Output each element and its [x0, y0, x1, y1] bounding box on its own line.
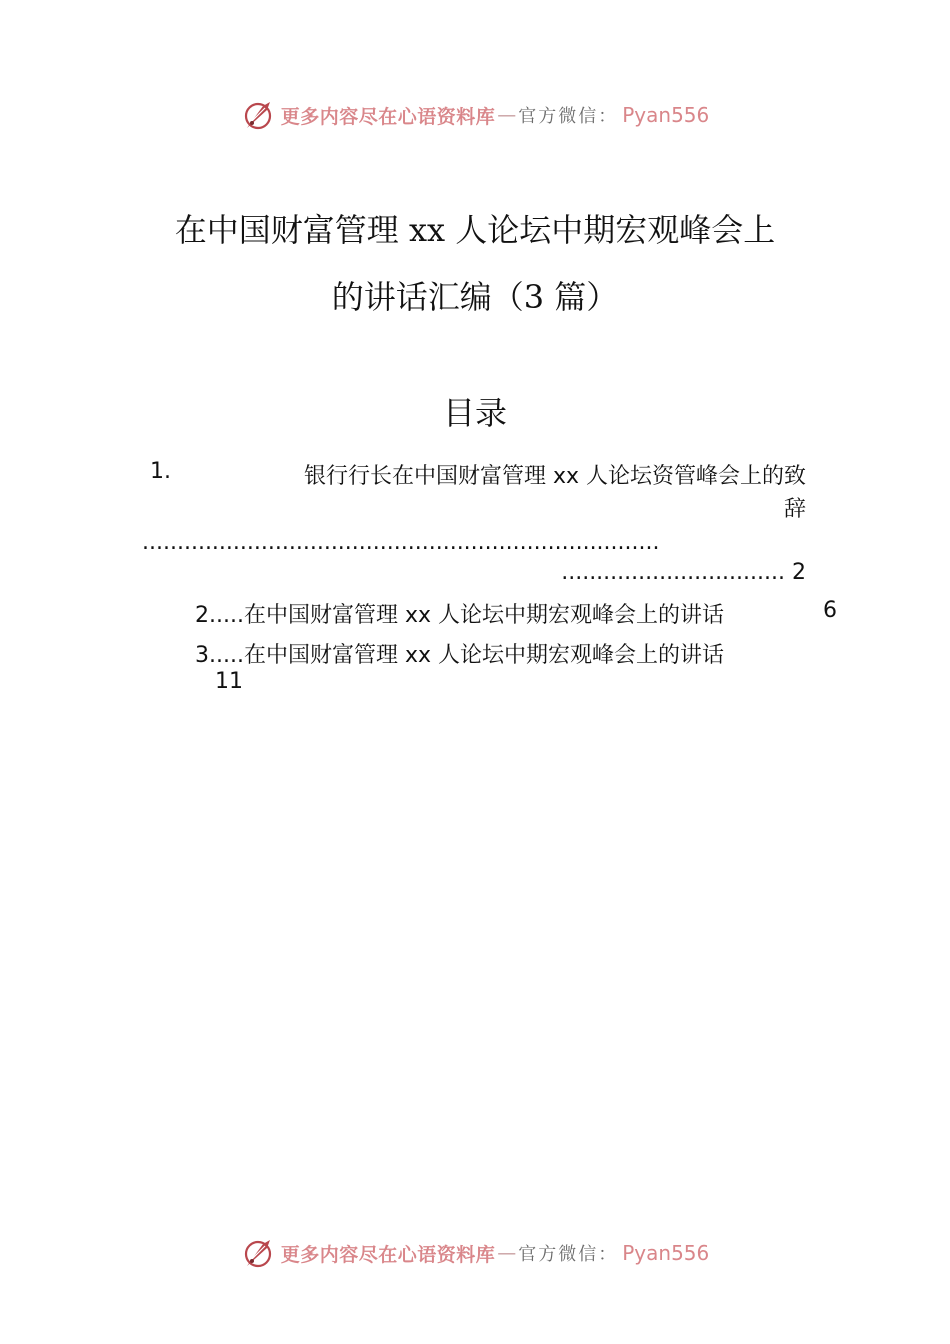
toc-entry-2-leader: ..... [209, 603, 244, 628]
banner-wechat-id: Pyan556 [622, 103, 710, 127]
quill-pen-logo-icon [241, 1236, 275, 1270]
toc-entry-2-number: 2 [195, 603, 209, 628]
document-title-line-2: 的讲话汇编（3 篇） [331, 278, 619, 316]
header-banner [0, 95, 950, 135]
footer-banner [0, 1233, 950, 1273]
toc-entry-3-number: 3 [195, 643, 209, 668]
banner-wechat-label: 官方微信： [518, 106, 619, 127]
toc-entry-1-number: 1. [150, 459, 171, 484]
quill-pen-logo-icon [241, 98, 275, 132]
toc-entry-1-leader: .......................................................................... [142, 530, 660, 555]
toc-entry-3-title[interactable]: 在中国财富管理 xx 人论坛中期宏观峰会上的讲话 [243, 643, 724, 668]
footer-promo-text: 更多内容尽在心语资料库 [280, 1243, 496, 1266]
toc-entry-1-leader-short: ................................ [561, 560, 785, 585]
toc-entry-2-page[interactable]: 6 [823, 598, 837, 623]
toc-entry-3-page[interactable]: 11 [215, 669, 243, 694]
toc-entry-2[interactable] [195, 598, 724, 629]
toc-entry-1-title[interactable]: 银行行长在中国财富管理 xx 人论坛资管峰会上的致 [303, 464, 806, 489]
toc-entry-1-title-continued[interactable]: 辞 [783, 497, 806, 522]
footer-dash: — [497, 1242, 517, 1264]
toc-entry-2-title[interactable]: 在中国财富管理 xx 人论坛中期宏观峰会上的讲话 [243, 603, 724, 628]
footer-wechat-label: 官方微信： [518, 1244, 619, 1265]
toc-entry-1-page[interactable]: 2 [792, 560, 806, 585]
banner-dash: — [497, 104, 517, 126]
toc-entry-3[interactable] [195, 638, 724, 669]
banner-promo-text: 更多内容尽在心语资料库 [280, 105, 496, 128]
toc-entry-1-page-line [516, 560, 806, 585]
toc-entry-3-leader: ..... [209, 643, 244, 668]
document-title-line-1: 在中国财富管理 xx 人论坛中期宏观峰会上 [174, 211, 776, 249]
footer-wechat-id: Pyan556 [622, 1241, 710, 1265]
toc-heading: 目录 [442, 394, 507, 432]
